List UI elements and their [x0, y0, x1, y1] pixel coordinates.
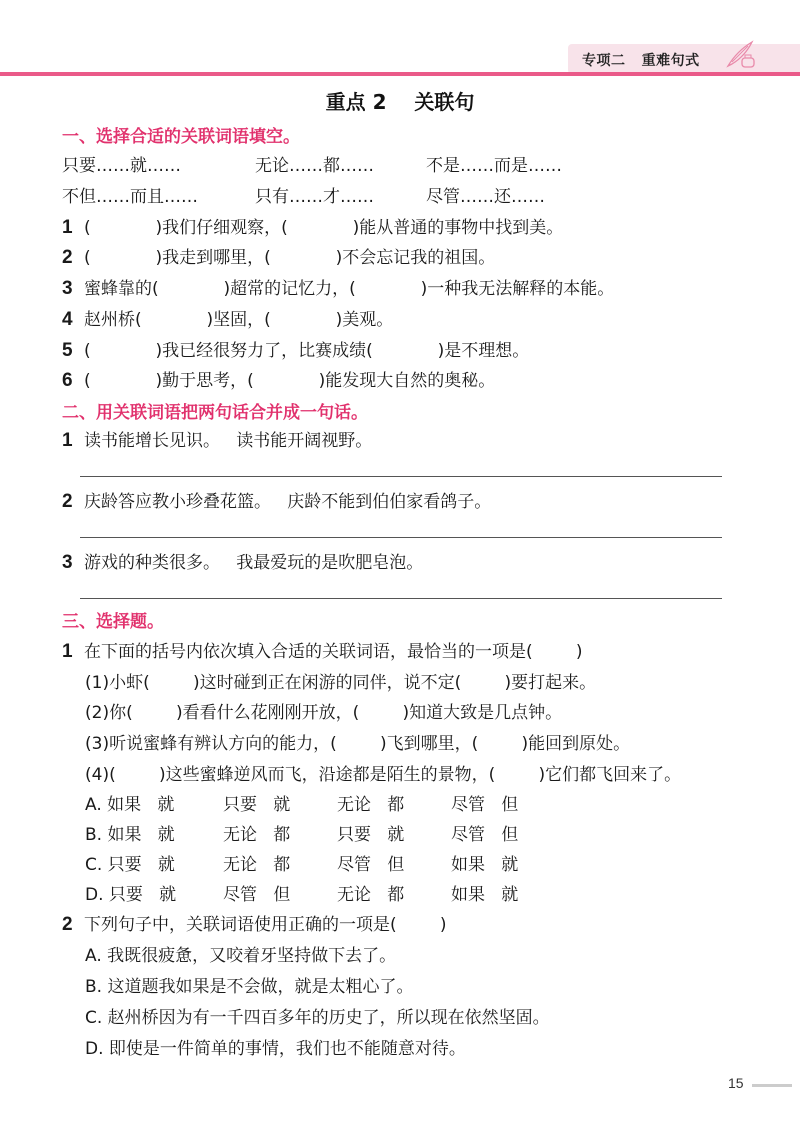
- item-text: ( )勤于思考，( )能发现大自然的奥秘。: [84, 371, 496, 391]
- fill-item-3: [62, 274, 614, 300]
- item-text: 赵州桥( )坚固，( )美观。: [84, 310, 394, 330]
- sub-sentence: (1)小虾( )这时碰到正在闲游的同伴，说不定( )要打起来。: [85, 673, 597, 693]
- question-stem: 在下面的括号内依次填入合适的关联词语，最恰当的一项是( ): [84, 642, 583, 662]
- item-number: 2: [62, 491, 73, 512]
- item-text: 庆龄答应教小珍叠花篮。 庆龄不能到伯伯家看鸽子。: [84, 492, 492, 512]
- item-number: 6: [62, 370, 73, 391]
- fill-item-1: [62, 213, 563, 239]
- header-accent-bar: [0, 72, 800, 76]
- page-title: 重点 2 关联句: [325, 90, 475, 114]
- sub-sentence: (2)你( )看看什么花刚刚开放，( )知道大致是几点钟。: [85, 703, 563, 723]
- sub-sentence: (3)听说蜜蜂有辨认方向的能力，( )飞到哪里，( )能回到原处。: [85, 734, 631, 754]
- page-number-rule: [752, 1084, 792, 1087]
- item-number: 3: [62, 278, 73, 299]
- question-stem: 下列句子中，关联词语使用正确的一项是( ): [84, 915, 447, 935]
- section-title-3: 三、选择题。: [62, 612, 164, 632]
- combine-item-1: [62, 426, 372, 452]
- sub-sentence: (4)( )这些蜜蜂逆风而飞，沿途都是陌生的景物，( )它们都飞回来了。: [85, 765, 682, 785]
- section-title-1: 一、选择合适的关联词语填空。: [62, 127, 300, 147]
- choice-option-a[interactable]: [85, 790, 518, 815]
- answer-line[interactable]: [80, 476, 722, 477]
- combine-item-3: [62, 548, 423, 574]
- fill-item-5: [62, 336, 529, 362]
- option-part: 只要 就: [337, 825, 405, 845]
- option-part: 如果 就: [451, 885, 519, 905]
- choice-option-d[interactable]: [85, 880, 518, 905]
- choice-option-b[interactable]: [85, 820, 518, 845]
- choice-option-b[interactable]: B. 这道题我如果是不会做，就是太粗心了。: [85, 977, 414, 997]
- page-number: 15: [728, 1075, 744, 1091]
- choice-question-2: [62, 910, 447, 936]
- choice-option-a[interactable]: A. 我既很疲惫，又咬着牙坚持做下去了。: [85, 946, 397, 966]
- choice-option-c[interactable]: [85, 850, 518, 875]
- conjunction-option: 不但……而且……: [62, 187, 198, 207]
- combine-item-2: [62, 487, 491, 513]
- choice-option-c[interactable]: C. 赵州桥因为有一千四百多年的历史了，所以现在依然坚固。: [85, 1008, 550, 1028]
- item-number: 5: [62, 340, 73, 361]
- choice-question-1: [62, 637, 583, 663]
- conjunction-option: 无论……都……: [255, 156, 374, 176]
- conjunction-option: 只有……才……: [255, 187, 374, 207]
- option-part: A. 如果 就: [85, 795, 175, 815]
- option-part: 无论 都: [337, 885, 405, 905]
- item-text: 蜜蜂靠的( )超常的记忆力，( )一种我无法解释的本能。: [84, 279, 615, 299]
- fill-item-4: [62, 305, 393, 331]
- option-part: C. 只要 就: [85, 855, 175, 875]
- item-number: 4: [62, 309, 73, 330]
- item-text: ( )我走到哪里，( )不会忘记我的祖国。: [84, 248, 496, 268]
- option-part: 尽管 但: [451, 825, 519, 845]
- header-section-label: 专项二 重难句式: [582, 53, 700, 69]
- item-number: 1: [62, 217, 73, 238]
- answer-line[interactable]: [80, 598, 722, 599]
- item-text: 游戏的种类很多。 我最爱玩的是吹肥皂泡。: [84, 553, 424, 573]
- option-part: 尽管 但: [337, 855, 405, 875]
- item-text: 读书能增长见识。 读书能开阔视野。: [84, 431, 373, 451]
- option-part: 无论 都: [337, 795, 405, 815]
- item-text: ( )我们仔细观察，( )能从普通的事物中找到美。: [84, 218, 564, 238]
- item-number: 2: [62, 914, 73, 935]
- option-part: 无论 都: [223, 855, 291, 875]
- item-number: 2: [62, 247, 73, 268]
- item-number: 3: [62, 552, 73, 573]
- item-text: ( )我已经很努力了，比赛成绩( )是不理想。: [84, 341, 530, 361]
- option-part: 尽管 但: [451, 795, 519, 815]
- fill-item-2: [62, 243, 495, 269]
- conjunction-option: 只要……就……: [62, 156, 181, 176]
- choice-option-d[interactable]: D. 即使是一件简单的事情，我们也不能随意对待。: [85, 1039, 466, 1059]
- feather-inkpot-icon: [724, 40, 758, 70]
- option-part: 如果 就: [451, 855, 519, 875]
- fill-item-6: [62, 366, 495, 392]
- option-part: D. 只要 就: [85, 885, 177, 905]
- conjunction-option: 尽管……还……: [426, 187, 545, 207]
- option-part: 无论 都: [223, 825, 291, 845]
- conjunction-option: 不是……而是……: [426, 156, 562, 176]
- option-part: 尽管 但: [223, 885, 291, 905]
- option-part: 只要 就: [223, 795, 291, 815]
- answer-line[interactable]: [80, 537, 722, 538]
- option-part: B. 如果 就: [85, 825, 175, 845]
- item-number: 1: [62, 430, 73, 451]
- item-number: 1: [62, 641, 73, 662]
- section-title-2: 二、用关联词语把两句话合并成一句话。: [62, 403, 368, 423]
